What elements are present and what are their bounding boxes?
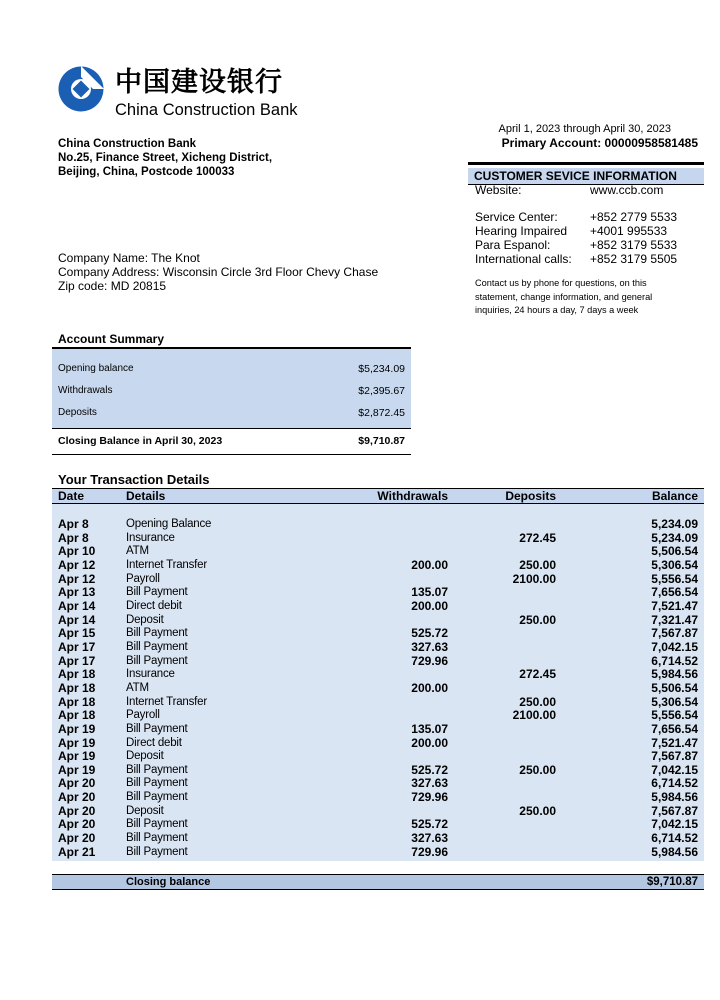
closing-balance-value: $9,710.87 (646, 876, 698, 888)
account-summary (52, 332, 411, 455)
table-row (52, 586, 704, 600)
tx-date: Apr 10 (58, 544, 96, 559)
tx-date: Apr 20 (58, 831, 96, 846)
tx-withdrawal: 729.96 (411, 653, 448, 668)
tx-withdrawal: 327.63 (411, 831, 448, 846)
summary-row (52, 402, 411, 424)
contact-value: +4001 995533 (590, 224, 668, 238)
tx-balance: 7,042.15 (651, 762, 698, 777)
contact-note-line: inquiries, 24 hours a day, 7 days a week (475, 305, 639, 316)
tx-balance: 5,506.54 (651, 680, 698, 695)
transactions-table (52, 488, 704, 861)
tx-date: Apr 21 (58, 844, 96, 859)
tx-withdrawal: 525.72 (411, 626, 448, 641)
tx-deposit: 250.00 (519, 694, 556, 709)
tx-balance: 5,306.54 (651, 557, 698, 572)
table-row (52, 668, 704, 682)
summary-value: $2,395.67 (358, 384, 405, 397)
tx-date: Apr 18 (58, 680, 96, 695)
tx-details: Internet Transfer (126, 695, 207, 708)
tx-details: Internet Transfer (126, 558, 207, 571)
table-row (52, 696, 704, 710)
tx-deposit: 2100.00 (512, 571, 556, 586)
bank-name-chinese: 中国建设银行 (115, 67, 283, 98)
tx-details: Insurance (126, 668, 175, 681)
tx-details: Bill Payment (126, 818, 188, 831)
table-row (52, 627, 704, 641)
tx-details: Bill Payment (126, 627, 188, 640)
header-date: Date (58, 489, 85, 503)
tx-balance: 6,714.52 (651, 831, 698, 846)
tx-date: Apr 8 (58, 530, 89, 545)
tx-balance: 6,714.52 (651, 776, 698, 791)
table-row (52, 518, 704, 532)
bank-address (58, 137, 272, 179)
tx-deposit: 250.00 (519, 557, 556, 572)
customer-service-box (468, 162, 704, 185)
tx-date: Apr 14 (58, 598, 96, 613)
tx-withdrawal: 525.72 (411, 817, 448, 832)
tx-details: Bill Payment (126, 777, 188, 790)
table-row (52, 791, 704, 805)
table-row (52, 614, 704, 628)
account-summary-body (52, 349, 411, 428)
tx-balance: 5,556.54 (651, 708, 698, 723)
tx-balance: 5,984.56 (651, 790, 698, 805)
tx-deposit: 250.00 (519, 612, 556, 627)
tx-balance: 7,567.87 (651, 749, 698, 764)
tx-balance: 5,306.54 (651, 694, 698, 709)
website-value[interactable]: www.ccb.com (590, 183, 664, 197)
company-zip: Zip code: MD 20815 (58, 279, 167, 293)
tx-date: Apr 12 (58, 571, 96, 586)
contact-label: International calls: (475, 252, 572, 266)
tx-date: Apr 14 (58, 612, 96, 627)
company-info (58, 251, 378, 293)
tx-deposit: 272.45 (519, 667, 556, 682)
tx-date: Apr 17 (58, 639, 96, 654)
contact-note-line: Contact us by phone for questions, on this (475, 278, 647, 288)
tx-balance: 6,714.52 (651, 653, 698, 668)
statement-period: April 1, 2023 through April 30, 2023 (498, 123, 671, 135)
closing-balance-label: Closing balance (126, 876, 211, 888)
summary-row (52, 380, 411, 402)
tx-details: Payroll (126, 572, 160, 585)
contact-label: Para Espanol: (475, 238, 551, 252)
tx-date: Apr 19 (58, 762, 96, 777)
table-row (52, 805, 704, 819)
tx-date: Apr 15 (58, 626, 96, 641)
table-row (52, 532, 704, 546)
closing-balance-row (52, 874, 704, 890)
table-row (52, 723, 704, 737)
tx-withdrawal: 200.00 (411, 680, 448, 695)
company-address: Company Address: Wisconsin Circle 3rd Floor Chevy Chase (58, 265, 379, 279)
ccb-logo-icon (58, 66, 104, 112)
summary-closing-row (52, 428, 411, 455)
tx-balance: 5,234.09 (651, 517, 698, 531)
header-balance: Balance (651, 489, 698, 503)
tx-withdrawal: 729.96 (411, 844, 448, 859)
tx-deposit: 250.00 (519, 803, 556, 818)
table-row (52, 682, 704, 696)
tx-withdrawal: 135.07 (411, 585, 448, 600)
summary-label: Withdrawals (58, 384, 113, 396)
tx-balance: 7,521.47 (651, 598, 698, 613)
table-row (52, 846, 704, 860)
table-row (52, 641, 704, 655)
bank-address-line: China Construction Bank (58, 138, 197, 150)
tx-balance: 7,656.54 (651, 721, 698, 736)
tx-balance: 5,984.56 (651, 667, 698, 682)
tx-withdrawal: 729.96 (411, 790, 448, 805)
tx-details: Bill Payment (126, 832, 188, 845)
contact-label: Service Center: (475, 210, 558, 224)
tx-date: Apr 19 (58, 735, 96, 750)
header-withdrawals: Withdrawals (377, 489, 448, 503)
tx-deposit: 2100.00 (512, 708, 556, 723)
tx-balance: 7,042.15 (651, 639, 698, 654)
table-row (52, 764, 704, 778)
tx-date: Apr 13 (58, 585, 96, 600)
tx-details: Deposit (126, 613, 164, 626)
summary-closing-label: Closing Balance in April 30, 2023 (58, 434, 223, 447)
tx-deposit: 272.45 (519, 530, 556, 545)
summary-label: Deposits (58, 406, 97, 418)
tx-details: Bill Payment (126, 845, 188, 858)
contact-value: +852 3179 5533 (590, 238, 678, 252)
tx-withdrawal: 135.07 (411, 721, 448, 736)
tx-details: ATM (126, 681, 149, 694)
tx-details: Bill Payment (126, 586, 188, 599)
tx-balance: 7,042.15 (651, 817, 698, 832)
tx-deposit: 250.00 (519, 762, 556, 777)
tx-balance: 7,567.87 (651, 803, 698, 818)
contact-note (475, 277, 695, 318)
tx-date: Apr 18 (58, 667, 96, 682)
tx-withdrawal: 327.63 (411, 776, 448, 791)
tx-date: Apr 17 (58, 653, 96, 668)
tx-details: Direct debit (126, 599, 182, 612)
tx-balance: 5,234.09 (651, 530, 698, 545)
tx-details: Bill Payment (126, 722, 188, 735)
tx-date: Apr 18 (58, 708, 96, 723)
table-row (52, 545, 704, 559)
contact-value: +852 3179 5505 (590, 252, 678, 266)
tx-balance: 5,556.54 (651, 571, 698, 586)
bank-address-line: No.25, Finance Street, Xicheng District, (58, 152, 273, 164)
tx-details: Insurance (126, 531, 175, 544)
transactions-title: Your Transaction Details (58, 472, 210, 487)
tx-withdrawal: 200.00 (411, 598, 448, 613)
tx-withdrawal: 200.00 (411, 735, 448, 750)
tx-details: Bill Payment (126, 791, 188, 804)
tx-date: Apr 20 (58, 817, 96, 832)
table-row (52, 737, 704, 751)
table-row (52, 832, 704, 846)
table-row (52, 573, 704, 587)
tx-date: Apr 19 (58, 749, 96, 764)
tx-date: Apr 20 (58, 776, 96, 791)
table-row (52, 559, 704, 573)
summary-row (52, 358, 411, 380)
tx-date: Apr 19 (58, 721, 96, 736)
tx-details: Bill Payment (126, 654, 188, 667)
tx-details: ATM (126, 545, 149, 558)
company-name: Company Name: The Knot (58, 251, 200, 265)
tx-date: Apr 8 (58, 517, 89, 531)
transactions-rows (52, 518, 704, 859)
tx-balance: 5,984.56 (651, 844, 698, 859)
tx-details: Bill Payment (126, 763, 188, 776)
tx-balance: 7,321.47 (651, 612, 698, 627)
tx-date: Apr 20 (58, 803, 96, 818)
tx-details: Deposit (126, 750, 164, 763)
table-row (52, 777, 704, 791)
website-label: Website: (475, 183, 522, 197)
primary-account: Primary Account: 00000958581485 (501, 136, 698, 150)
divider (468, 162, 704, 165)
table-row (52, 750, 704, 764)
tx-balance: 7,656.54 (651, 585, 698, 600)
tx-withdrawal: 525.72 (411, 762, 448, 777)
tx-details: Bill Payment (126, 640, 188, 653)
transactions-header (52, 488, 704, 504)
tx-date: Apr 18 (58, 694, 96, 709)
summary-value: $2,872.45 (358, 406, 405, 419)
tx-withdrawal: 200.00 (411, 557, 448, 572)
tx-details: Payroll (126, 709, 160, 722)
bank-address-line: Beijing, China, Postcode 100033 (58, 166, 235, 178)
contact-value: +852 2779 5533 (590, 210, 678, 224)
header-deposits: Deposits (505, 489, 556, 503)
summary-closing-value: $9,710.87 (358, 434, 405, 447)
tx-date: Apr 12 (58, 557, 96, 572)
contact-note-line: statement, change information, and general (475, 291, 653, 302)
tx-balance: 5,506.54 (651, 544, 698, 559)
tx-balance: 7,567.87 (651, 626, 698, 641)
bank-logo (58, 66, 318, 122)
tx-details: Opening Balance (126, 518, 212, 530)
tx-details: Deposit (126, 804, 164, 817)
tx-withdrawal: 327.63 (411, 639, 448, 654)
customer-service-title: CUSTOMER SEVICE INFORMATION (468, 168, 704, 185)
tx-balance: 7,521.47 (651, 735, 698, 750)
bank-name-english: China Construction Bank (115, 101, 298, 119)
table-row (52, 818, 704, 832)
header-details: Details (126, 489, 166, 503)
contact-label: Hearing Impaired (475, 224, 568, 238)
account-summary-title: Account Summary (58, 332, 165, 346)
table-row (52, 709, 704, 723)
summary-value: $5,234.09 (358, 362, 405, 375)
tx-details: Direct debit (126, 736, 182, 749)
table-row (52, 600, 704, 614)
table-row (52, 655, 704, 669)
tx-date: Apr 20 (58, 790, 96, 805)
summary-label: Opening balance (58, 362, 134, 374)
